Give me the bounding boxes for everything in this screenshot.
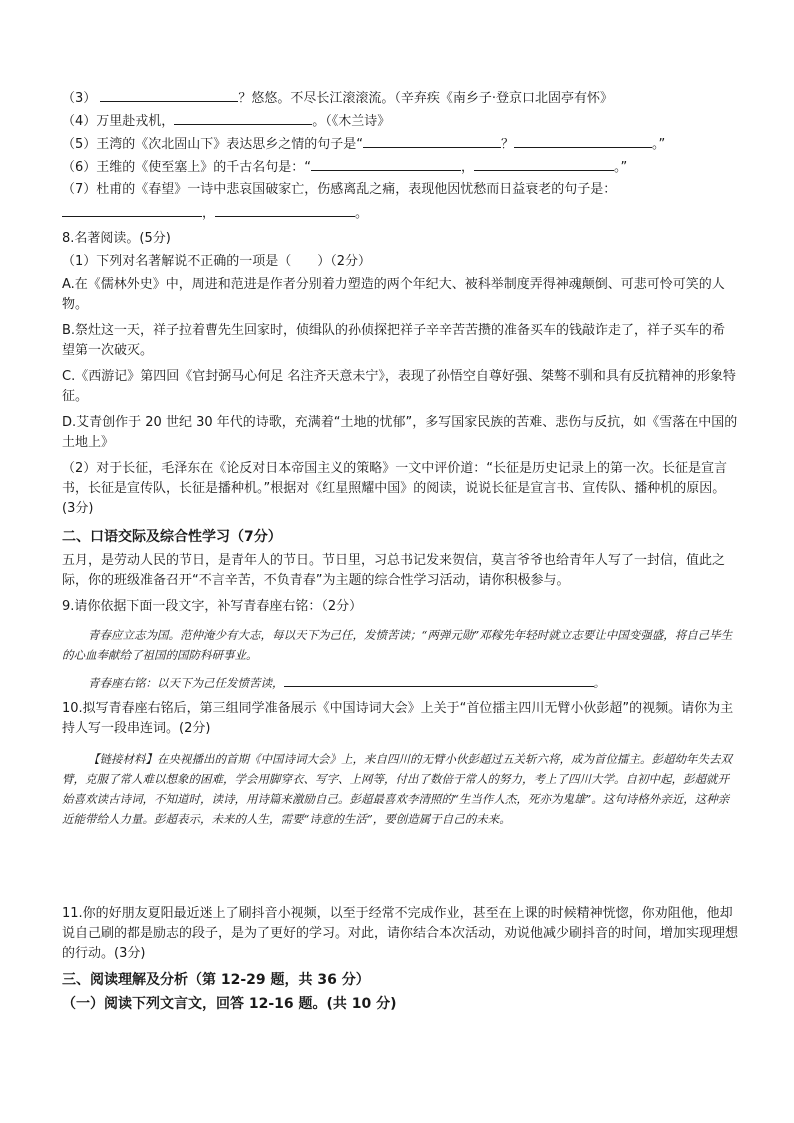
answer-blank[interactable]: [363, 134, 501, 148]
question-7-7-blanks: [62, 203, 368, 224]
question-7-6: [62, 157, 627, 178]
option-b: B.祭灶这一天，祥子拉着曹先生回家时，侦缉队的孙侦探把祥子辛辛苦苦攒的准备买车的钱敲诈走了，祥子买车的希望第一次破灭。: [62, 323, 726, 358]
answer-blank[interactable]: [474, 157, 614, 171]
question-7-3: [62, 88, 613, 109]
question-7-4: [62, 111, 390, 132]
answer-blank[interactable]: [100, 88, 238, 102]
question-7-7: [62, 180, 616, 200]
section-3-heading: 三、阅读理解及分析（第 12-29 题，共 36 分）: [62, 972, 370, 988]
text: 青春座右铭：以天下为己任发愤苦读，: [88, 676, 284, 690]
text: （4）万里赴戎机，: [62, 114, 175, 129]
text: 。: [593, 676, 605, 690]
question-8-2: （2）对于长征，毛泽东在《论反对日本帝国主义的策略》一文中评价道：“长征是历史记录上的第一次。长征是宣言书，长征是宣传队，长征是播种机。”根据对《红星照耀中国》的阅读，说说长征是宣言书、宣传队、播种机的原因。(3分): [62, 461, 728, 516]
question-9-motto: [88, 673, 605, 693]
text: ？: [501, 137, 515, 152]
section-3-1-heading: （一）阅读下列文言文，回答 12-16 题。(共 10 分): [62, 996, 397, 1012]
answer-blank[interactable]: [174, 111, 312, 125]
section-2-intro: 五月，是劳动人民的节日，是青年人的节日。节日里，习总书记发来贺信，莫言爷爷也给青年人写了一封信，值此之际，你的班级准备召开“不言辛苦，不负青春”为主题的综合性学习活动，请你积极参与。: [62, 553, 726, 588]
option-c: C.《西游记》第四回《官封弼马心何足 名注齐天意未宁》，表现了孙悟空自尊好强、桀骜不驯和具有反抗精神的形象特征。: [62, 369, 736, 404]
text: ？悠悠。不尽长江滚滚流。（辛弃疾《南乡子·登京口北固亭有怀》: [238, 91, 614, 106]
question-8-1: （1）下列对名著解说不正确的一项是（ ）（2分）: [62, 254, 372, 269]
answer-blank[interactable]: [62, 203, 202, 217]
text: （7）杜甫的《春望》一诗中悲哀国破家亡，伤感离乱之痛，表现他因忧愁而日益衰老的句子是：: [62, 182, 617, 197]
question-7-5: [62, 134, 665, 155]
answer-blank[interactable]: [311, 157, 461, 171]
text: 。（《木兰诗》: [312, 114, 391, 129]
answer-blank[interactable]: [284, 673, 594, 687]
text: （6）王维的《使至塞上》的千古名句是：“: [62, 160, 312, 175]
question-10: 10.拟写青春座右铭后，第三组同学准备展示《中国诗词大会》上关于“首位擂主四川无臂小伙彭超”的视频。请你为主持人写一段串连词。(2分): [62, 701, 734, 736]
option-a: A.在《儒林外史》中，周进和范进是作者分别着力塑造的两个年纪大、被科举制度弄得神魂颠倒、可悲可怜可笑的人物。: [62, 277, 725, 312]
text: 。”: [614, 160, 628, 175]
section-2-heading: 二、口语交际及综合性学习（7分）: [62, 529, 282, 545]
answer-blank[interactable]: [215, 203, 355, 217]
text: ，: [202, 206, 216, 221]
answer-blank[interactable]: [514, 134, 652, 148]
question-9-quote: 青春应立志为国。范仲淹少有大志，每以天下为己任，发愤苦读；“两弹元勋”邓稼先年轻时就立志要让中国变强盛，将自己毕生的心血奉献给了祖国的国防科研事业。: [62, 628, 733, 662]
text: ，: [461, 160, 475, 175]
question-10-material: 【链接材料】在央视播出的首期《中国诗词大会》上，来自四川的无臂小伙彭超过五关斩六将，成为首位擂主。彭超幼年失去双臂，克服了常人难以想象的困难，学会用脚穿衣、写字、上网等，付出了数倍于常人的努力，考上了四川大学。自初中起，彭超就开始喜欢读古诗词，不知道时，读诗，用诗篇来激励自己。彭超最喜欢李清照的“生当作人杰，死亦为鬼雄”。这句诗格外亲近，这种亲近能带给人力量。彭超表示，未来的人生，需要“诗意的生活”，要创造属于自己的未来。: [62, 752, 732, 826]
question-9: 9.请你依据下面一段文字，补写青春座右铭：（2分）: [62, 599, 363, 614]
text: （5）王湾的《次北固山下》表达思乡之情的句子是“: [62, 137, 364, 152]
label: （3）: [62, 91, 97, 106]
text: 。”: [652, 137, 666, 152]
question-11: 11.你的好朋友夏阳最近迷上了刷抖音小视频，以至于经常不完成作业，甚至在上课的时候精神恍惚，你劝阻他，他却说自己刷的都是励志的段子，是为了更好的学习。对此，请你结合本次活动，劝说他减少刷抖音的时间，增加实现理想的行动。(3分): [62, 906, 739, 961]
option-d: D.艾青创作于 20 世纪 30 年代的诗歌，充满着“土地的忧郁”，多写国家民族的苦难、悲伤与反抗，如《雪落在中国的土地上》: [62, 415, 738, 450]
text: 。: [355, 206, 369, 221]
question-8-title: 8.名著阅读。(5分): [62, 231, 171, 246]
